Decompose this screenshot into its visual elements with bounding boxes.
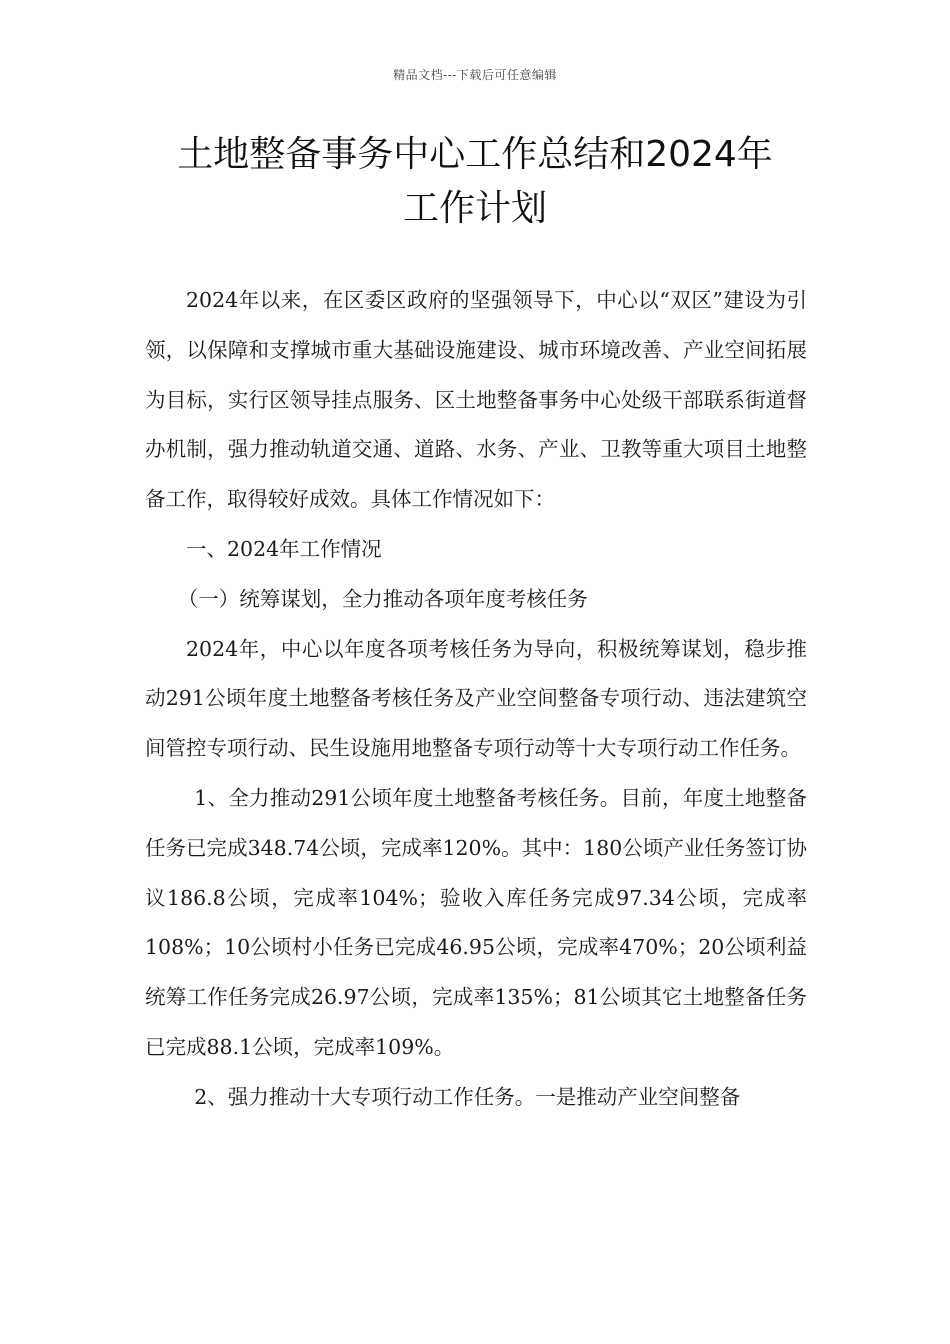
list-item-1-paragraph: 1、全力推动291公顷年度土地整备考核任务。目前，年度土地整备任务已完成348.74公顷，完成率120%。其中：180公顷产业任务签订协议186.8公顷，完成率104%；验收入库任务完成97.34公顷，完成率108%；10公顷村小任务已完成46.95公顷，完成率470%；20公顷利益统筹工作任务完成26.97公顷，完成率135%；81公顷其它土地整备任务已完成88.1公顷，完成率109%。 (145, 785, 807, 1059)
subsection-1-paragraph: 2024年，中心以年度各项考核任务为导向，积极统筹谋划，稳步推动291公顷年度土地整备考核任务及产业空间整备专项行动、违法建筑空间管控专项行动、民生设施用地整备专项行动等十大专项行动工作任务。 (145, 636, 807, 761)
header-note: 精品文档---下载后可任意编辑 (393, 68, 557, 82)
intro-paragraph: 2024年以来，在区委区政府的坚强领导下，中心以“双区”建设为引领，以保障和支撑城市重大基础设施建设、城市环境改善、产业空间拓展为目标，实行区领导挂点服务、区土地整备事务中心处级干部联系街道督办机制，强力推动轨道交通、道路、水务、产业、卫教等重大项目土地整备工作，取得较好成效。具体工作情况如下： (145, 288, 807, 512)
document-body (145, 276, 807, 1123)
title-line-2: 工作计划 (402, 188, 547, 229)
subsection-heading-1: （一）统筹谋划，全力推动各项年度考核任务 (177, 586, 588, 611)
list-item-2-paragraph: 2、强力推动十大专项行动工作任务。一是推动产业空间整备 (194, 1084, 741, 1109)
title-line-1: 土地整备事务中心工作总结和2024年 (177, 134, 773, 175)
document-title (120, 128, 830, 236)
section-heading-1: 一、2024年工作情况 (186, 536, 382, 561)
